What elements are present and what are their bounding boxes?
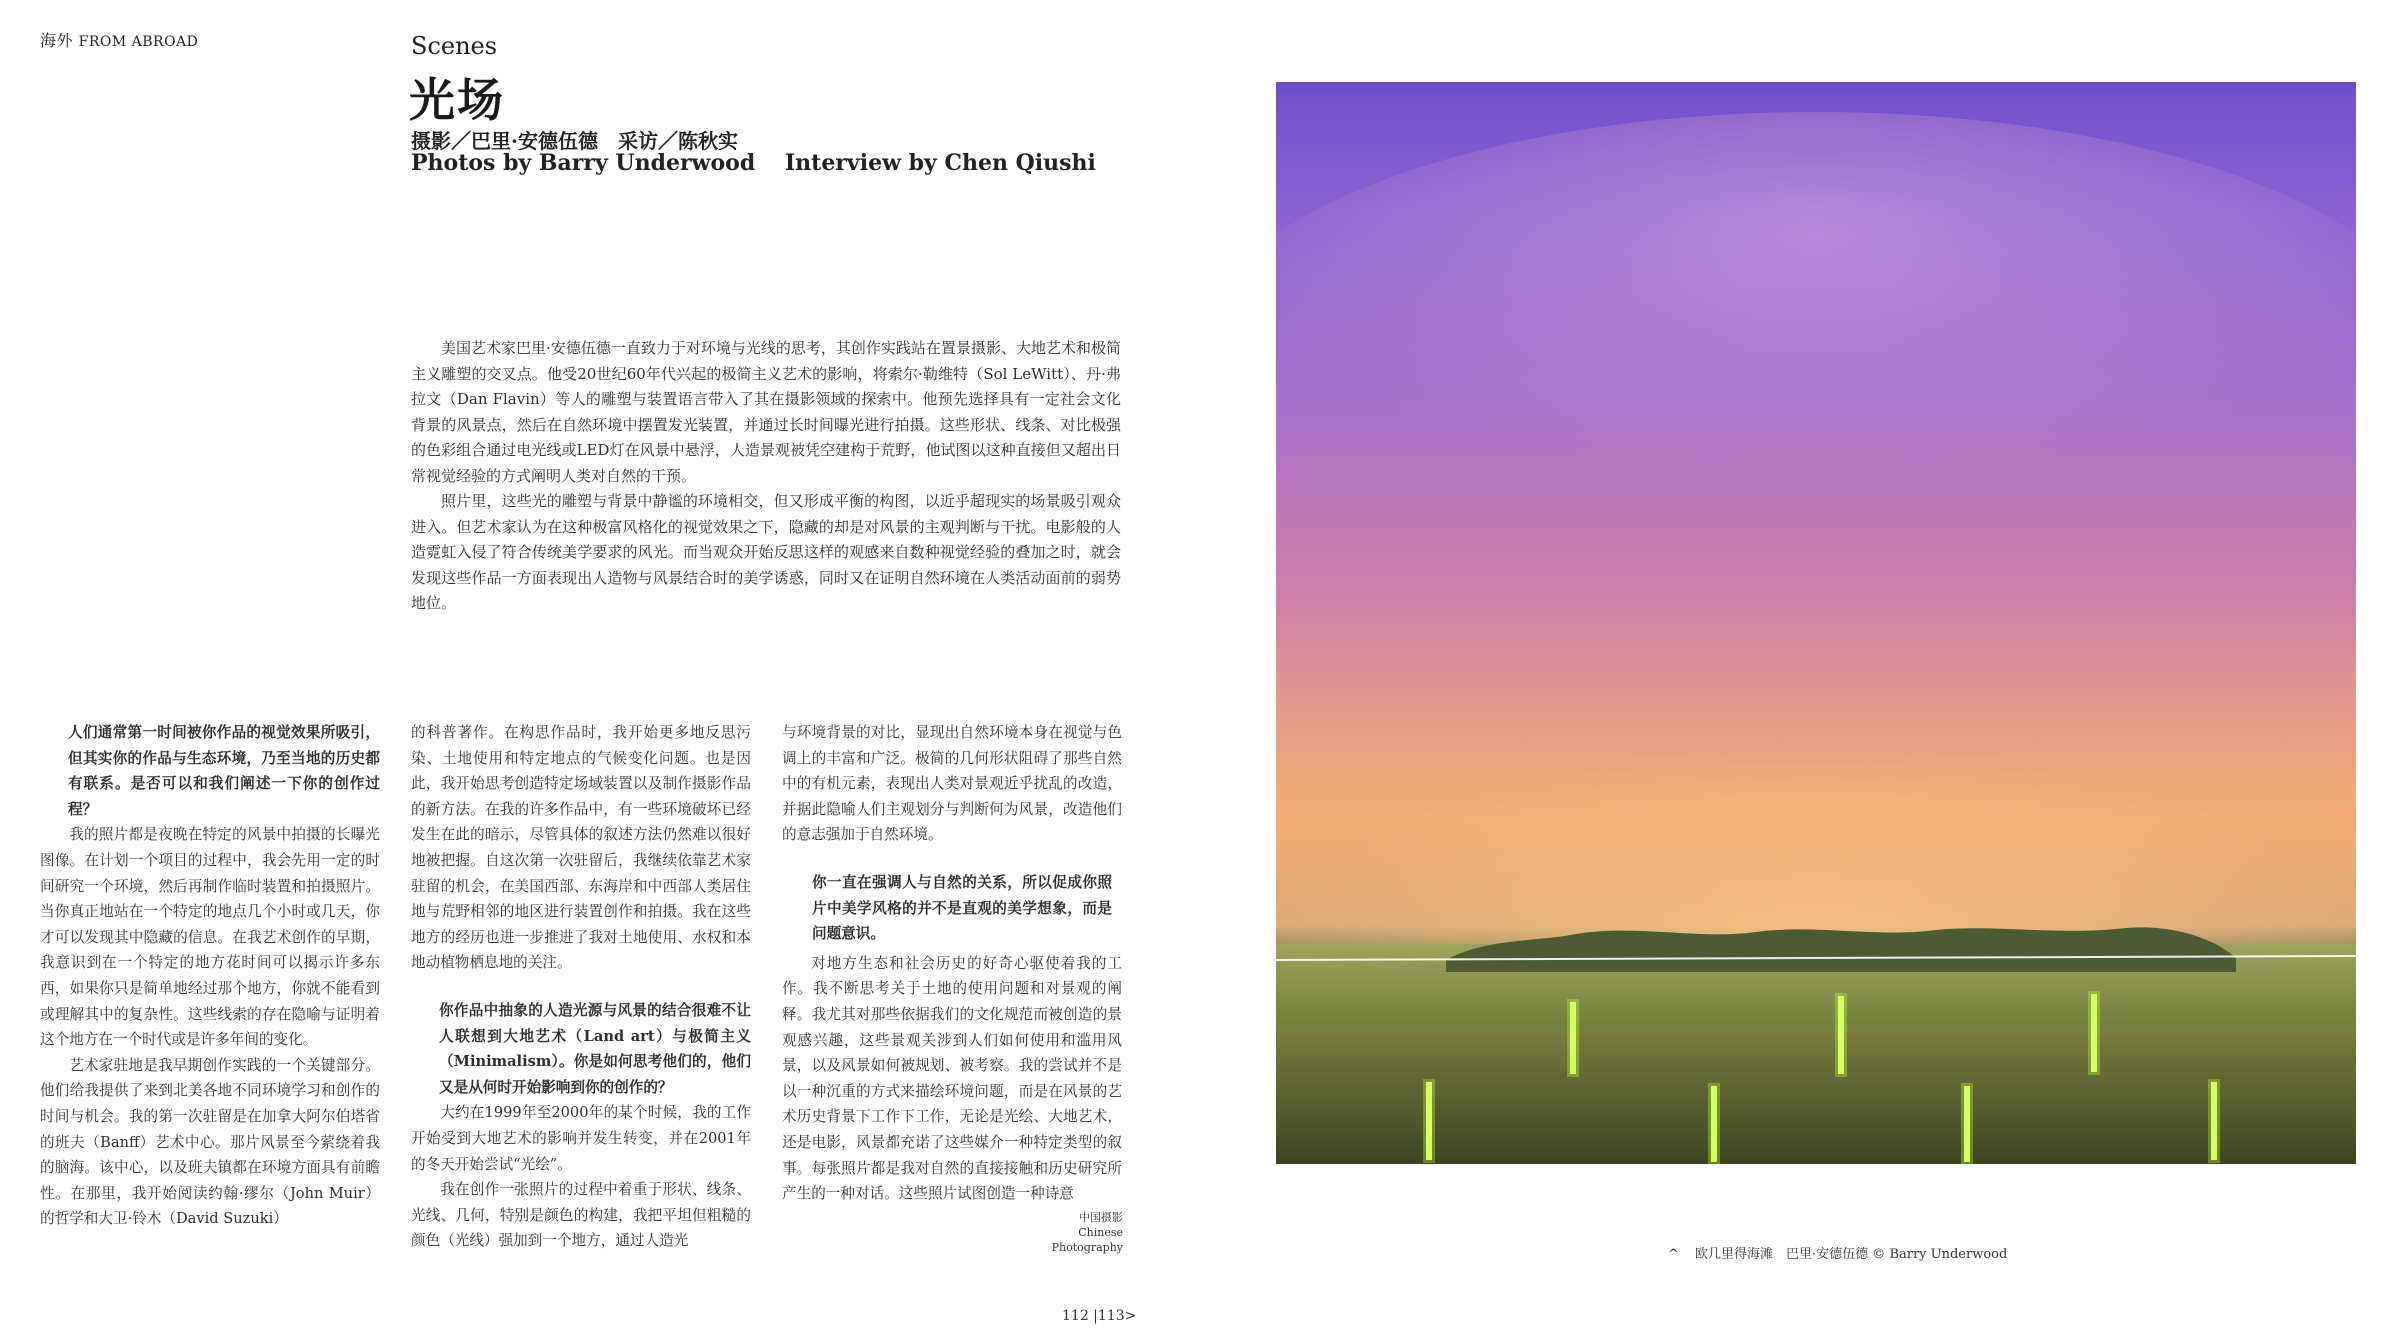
credits-photo: Photos by Barry Underwood <box>411 150 756 176</box>
interview-column-2 <box>411 720 751 1254</box>
answer-2: 大约在1999年至2000年的某个时候，我的工作开始受到大地艺术的影响并发生转变，并在2001年的冬天开始尝试“光绘”。 <box>411 1104 751 1173</box>
photo-illustration <box>1276 82 2356 1164</box>
credits-interview: Interview by Chen Qiushi <box>784 150 1096 176</box>
caption-text: 欧几里得海滩 巴里·安德伍德 © Barry Underwood <box>1695 1247 2008 1262</box>
light-tube <box>1570 1002 1576 1074</box>
interview-column-1 <box>40 720 380 1232</box>
section-en: FROM ABROAD <box>78 34 199 50</box>
light-tube <box>1838 996 1844 1074</box>
answer-2-continued: 我在创作一张照片的过程中着重于形状、线条、光线、几何，特别是颜色的构建，我把平坦但粗糙的颜色（光线）强加到一个地方，通过人造光 <box>411 1181 751 1250</box>
answer-2-end: 与环境背景的对比，显现出自然环境本身在视觉与色调上的丰富和广泛。极简的几何形状阻碍了那些自然中的有机元素，表现出人类对景观近乎扰乱的改造，并据此隐喻人们主观划分与判断何为风景，改造他们的意志强加于自然环境。 <box>782 724 1122 844</box>
section-zh: 海外 <box>40 31 74 50</box>
photo-caption <box>1668 1243 2007 1262</box>
page-numbers: 112 |113> <box>1062 1308 1137 1324</box>
publication-en-1: Chinese <box>1078 1226 1123 1239</box>
interview-column-3 <box>782 720 1122 1207</box>
answer-3: 对地方生态和社会历史的好奇心驱使着我的工作。我不断思考关于土地的使用问题和对景观的阐释。我尤其对那些依据我们的文化规范而被创造的景观感兴趣，这些景观关涉到人们如何使用和滥用风景，以及风景如何被规划、被考察。我的尝试并不是以一种沉重的方式来描绘环境问题，而是在风景的艺术历史背景下工作下工作，无论是光绘、大地艺术，还是电影，风景都充诺了这些媒介一种特定类型的叙事。每张照片都是我对自然的直接接触和历史研究所产生的一种对话。这些照片试图创造一种诗意 <box>782 954 1122 1203</box>
question-2: 你作品中抽象的人造光源与风景的结合很难不让人联想到大地艺术（Land art）与极简主义（Minimalism）。你是如何思考他们的，他们又是从何时开始影响到你的创作的？ <box>439 1001 751 1096</box>
light-tube <box>2211 1082 2217 1160</box>
publication-zh: 中国摄影 <box>1079 1211 1123 1224</box>
page-title: 光场 <box>409 73 505 127</box>
light-tube <box>1426 1082 1432 1160</box>
answer-1-continued: 艺术家驻地是我早期创作实践的一个关键部分。他们给我提供了来到北美各地不同环境学习和创作的时间与机会。我的第一次驻留是在加拿大阿尔伯塔省的班夫（Banff）艺术中心。那片风景至今萦绕着我的脑海。该中心，以及班夫镇都在环境方面具有前瞻性。在那里，我开始阅读约翰·缪尔（John Muir）的哲学和大卫·铃木（David Suzuki） <box>40 1056 380 1228</box>
answer-1: 我的照片都是夜晚在特定的风景中拍摄的长曝光图像。在计划一个项目的过程中，我会先用一定的时间研究一个环境，然后再制作临时装置和拍摄照片。当你真正地站在一个特定的地点几个小时或几天，你才可以发现其中隐藏的信息。在我艺术创作的早期，我意识到在一个特定的地方花时间可以揭示许多东西，如果你只是简单地经过那个地方，你就不能看到或理解其中的复杂性。这些线索的存在隐喻与证明着这个地方在一个时代或是许多年间的变化。 <box>40 826 380 1049</box>
light-tube <box>1711 1086 1717 1162</box>
euclid-beach-photo <box>1276 82 2356 1164</box>
publication-en-2: Photography <box>1051 1241 1123 1254</box>
beach <box>1276 1028 2356 1164</box>
cloud-glow <box>1276 112 2356 592</box>
light-tube <box>2091 994 2097 1072</box>
question-1: 人们通常第一时间被你作品的视觉效果所吸引，但其实你的作品与生态环境，乃至当地的历史都有联系。是否可以和我们阐述一下你的创作过程？ <box>68 724 380 818</box>
question-3: 你一直在强调人与自然的关系，所以促成你照片中美学风格的并不是直观的美学想象，而是问题意识。 <box>812 873 1112 943</box>
credits-zh: 摄影／巴里·安德伍德 采访／陈秋实 <box>411 129 738 153</box>
intro-text <box>411 336 1121 617</box>
publication-mark <box>1045 1210 1123 1255</box>
intro-paragraph-2: 照片里，这些光的雕塑与背景中静谧的环境相交，但又形成平衡的构图，以近乎超现实的场景吸引观众进入。但艺术家认为在这种极富风格化的视觉效果之下，隐藏的却是对风景的主观判断与干扰。电影般的人造霓虹入侵了符合传统美学要求的风光。而当观众开始反思这样的观感来自数种视觉经验的叠加之时，就会发现这些作品一方面表现出人造物与风景结合时的美学诱惑，同时又在证明自然环境在人类活动面前的弱势地位。 <box>411 492 1121 612</box>
credits-en <box>411 150 1118 176</box>
intro-paragraph-1: 美国艺术家巴里·安德伍德一直致力于对环境与光线的思考，其创作实践站在置景摄影、大地艺术和极简主义雕塑的交叉点。他受20世纪60年代兴起的极简主义艺术的影响，将索尔·勒维特（Sol LeWitt）、丹·弗拉文（Dan Flavin）等人的雕塑与装置语言带入了其在摄影领域的探索中。他预先选择具有一定社会文化背景的风景点，然后在自然环境中摆置发光装置，并通过长时间曝光进行拍摄。这些形状、线条、对比极强的色彩组合通过电光线或LED灯在风景中悬浮，人造景观被凭空建构于荒野，他试图以这种直接但又超出日常视觉经验的方式阐明人类对自然的干预。 <box>411 339 1121 485</box>
section-label <box>40 28 198 51</box>
light-tube <box>1964 1086 1970 1162</box>
caption-arrow-icon: ^ <box>1668 1247 1679 1262</box>
answer-1-end: 的科普著作。在构思作品时，我开始更多地反思污染、土地使用和特定地点的气候变化问题。也是因此，我开始思考创造特定场域装置以及制作摄影作品的新方法。在我的许多作品中，有一些环境破坏已经发生在此的暗示，尽管具体的叙述方法仍然难以很好地被把握。自这次第一次驻留后，我继续依靠艺术家驻留的机会，在美国西部、东海岸和中西部人类居住地与荒野相邻的地区进行装置创作和拍摄。我在这些地方的经历也进一步推进了我对土地使用、水权和本地动植物栖息地的关注。 <box>411 724 751 972</box>
scenes-label: Scenes <box>411 32 498 60</box>
